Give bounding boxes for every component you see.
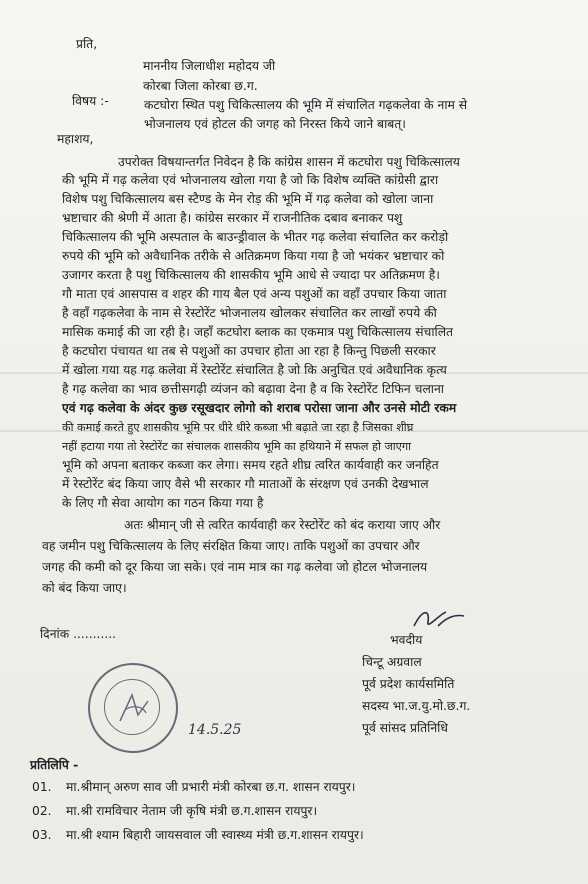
body-line: विशेष पशु चिकित्सालय बस स्टैण्ड के मेन रोड़ की भूमि में गढ़ कलेवा को खोला जाना	[62, 192, 434, 206]
body-line: नहीं हटाया गया तो रेस्टोरेंट का संचालक शासकीय भूमि का हथियाने में सफल हो जाएगा	[62, 440, 412, 453]
copy-recipient: मा.श्रीमान् अरुण साव जी प्रभारी मंत्री कोरबा छ.ग. शासन रायपुर।	[66, 780, 356, 794]
body-line: की कमाई करते हुए शासकीय भूमि पर धीरे धीरे कब्जा भी बढ़ाते जा रहा है जिसका शीघ्र	[62, 421, 414, 434]
copy-number: 02.	[32, 804, 52, 818]
body-line: है गढ़ कलेवा का भाव छत्तीसगढ़ी व्यंजन को बढ़ावा देना है व कि रेस्टोरेंट टिफिन चलाना	[62, 382, 444, 396]
subject-line: भोजनालय एवं होटल की जगह को निरस्त किये जाने बाबत्।	[144, 117, 406, 131]
sender-designation: पूर्व सांसद प्रतिनिधि	[362, 721, 448, 735]
copy-label: प्रतिलिपि -	[30, 758, 79, 772]
body-line: के लिए गौ सेवा आयोग का गठन किया गया है	[62, 496, 264, 510]
body-line: गौ माता एवं आसपास व शहर की गाय बैल एवं अन्य पशुओं का वहाँ उपचार किया जाता	[62, 287, 447, 301]
request-line: जगह की कमी को दूर किया जा सके। एवं नाम मात्र का गढ़ कलेवा जो होटल भोजनालय	[42, 560, 428, 574]
office-stamp	[88, 663, 178, 753]
date-label: दिनांक ...........	[40, 627, 117, 641]
sender-designation: सदस्य भा.ज.यु.मो.छ.ग.	[362, 699, 471, 713]
copy-recipient: मा.श्री श्याम बिहारी जायसवाल जी स्वास्थ्य मंत्री छ.ग.शासन रायपुर।	[66, 828, 364, 842]
salutation: महाशय,	[57, 132, 94, 146]
request-line: को बंद किया जाए।	[42, 581, 127, 595]
closing: भवदीय	[390, 633, 423, 647]
subject-label: विषय :-	[72, 94, 109, 108]
sender-name: चिन्टू अग्रवाल	[362, 655, 422, 669]
copy-number: 01.	[32, 780, 52, 794]
body-line: रुपये की भूमि को अवैधानिक तरीके से अतिक्रमण किया गया है जो भयंकर भ्रष्टाचार को	[62, 249, 445, 263]
request-line: वह जमीन पशु चिकित्सालय के लिए संरक्षित किया जाए। ताकि पशुओं का उपचार और	[42, 539, 420, 553]
subject-line: कटघोरा स्थित पशु चिकित्सालय की भूमि में संचालित गढ़कलेवा के नाम से	[144, 98, 468, 112]
prati-text: प्रति,	[76, 37, 98, 51]
stamp-mark	[90, 665, 176, 751]
body-line: मासिक कमाई की जा रही है। जहाँ कटघोरा ब्लाक का एकमात्र पशु चिकित्सालय संचालित	[62, 325, 454, 339]
body-line: भ्रष्टाचार की श्रेणी में आता है। कांग्रेस सरकार में राजनीतिक दबाव बनाकर पशु	[62, 211, 403, 225]
body-line: चिकित्सालय की भूमि अस्पताल के बाउन्ड्रीवाल के भीतर गढ़ कलेवा संचालित कर करोड़ो	[62, 230, 449, 244]
body-line: में खोला गया यह गढ़ कलेवा में रेस्टोरेंट संचालित है जो कि अनुचित एवं अवैधानिक कृत्य	[62, 363, 447, 377]
body-line: में रेस्टोरेंट बंद किया जाए वैसे भी सरकार गौ माताओं के संरक्षण एवं उनकी देखभाल	[62, 477, 429, 491]
body-line: की भूमि में गढ़ कलेवा एवं भोजनालय खोला गया है जो कि विशेष व्यक्ति कांग्रेसी द्वारा	[62, 173, 439, 187]
copy-number: 03.	[32, 828, 52, 842]
body-line: है कटघोरा पंचायत था तब से पशुओं का उपचार होता आ रहा है किन्तु पिछली सरकार	[62, 344, 436, 358]
copy-recipient: मा.श्री रामविचार नेताम जी कृषि मंत्री छ.ग.शासन रायपुर।	[66, 804, 318, 818]
recipient-line: कोरबा जिला कोरबा छ.ग.	[143, 79, 258, 93]
recipient-line: माननीय जिलाधीश महोदय जी	[143, 59, 276, 73]
body-line: उपरोक्त विषयान्तर्गत निवेदन है कि कांग्रेस शासन में कटघोरा पशु चिकित्सालय	[118, 155, 460, 169]
body-line: एवं गढ़ कलेवा के अंदर कुछ रसूखदार लोगो को शराब परोसा जाना और उनसे मोटी रकम	[62, 401, 457, 415]
handwritten-date: 14.5.25	[188, 722, 242, 738]
body-line: है वहाँ गढ़कलेवा के नाम से रेस्टोरेंट भोजनालय खोलकर संचालित कर लाखों रुपये की	[62, 306, 437, 320]
signature	[410, 604, 470, 634]
body-line: भूमि को अपना बताकर कब्जा कर लेगा। समय रहते शीघ्र त्वरित कार्यवाही कर जनहित	[62, 458, 439, 472]
sender-designation: पूर्व प्रदेश कार्यसमिति	[362, 677, 455, 691]
body-line: उजागर करता है पशु चिकित्सालय की शासकीय भूमि आधे से ज्यादा पर अतिक्रमण है।	[62, 268, 440, 282]
request-line: अतः श्रीमान् जी से त्वरित कार्यवाही कर रेस्टोरेंट को बंद कराया जाए और	[124, 518, 441, 532]
